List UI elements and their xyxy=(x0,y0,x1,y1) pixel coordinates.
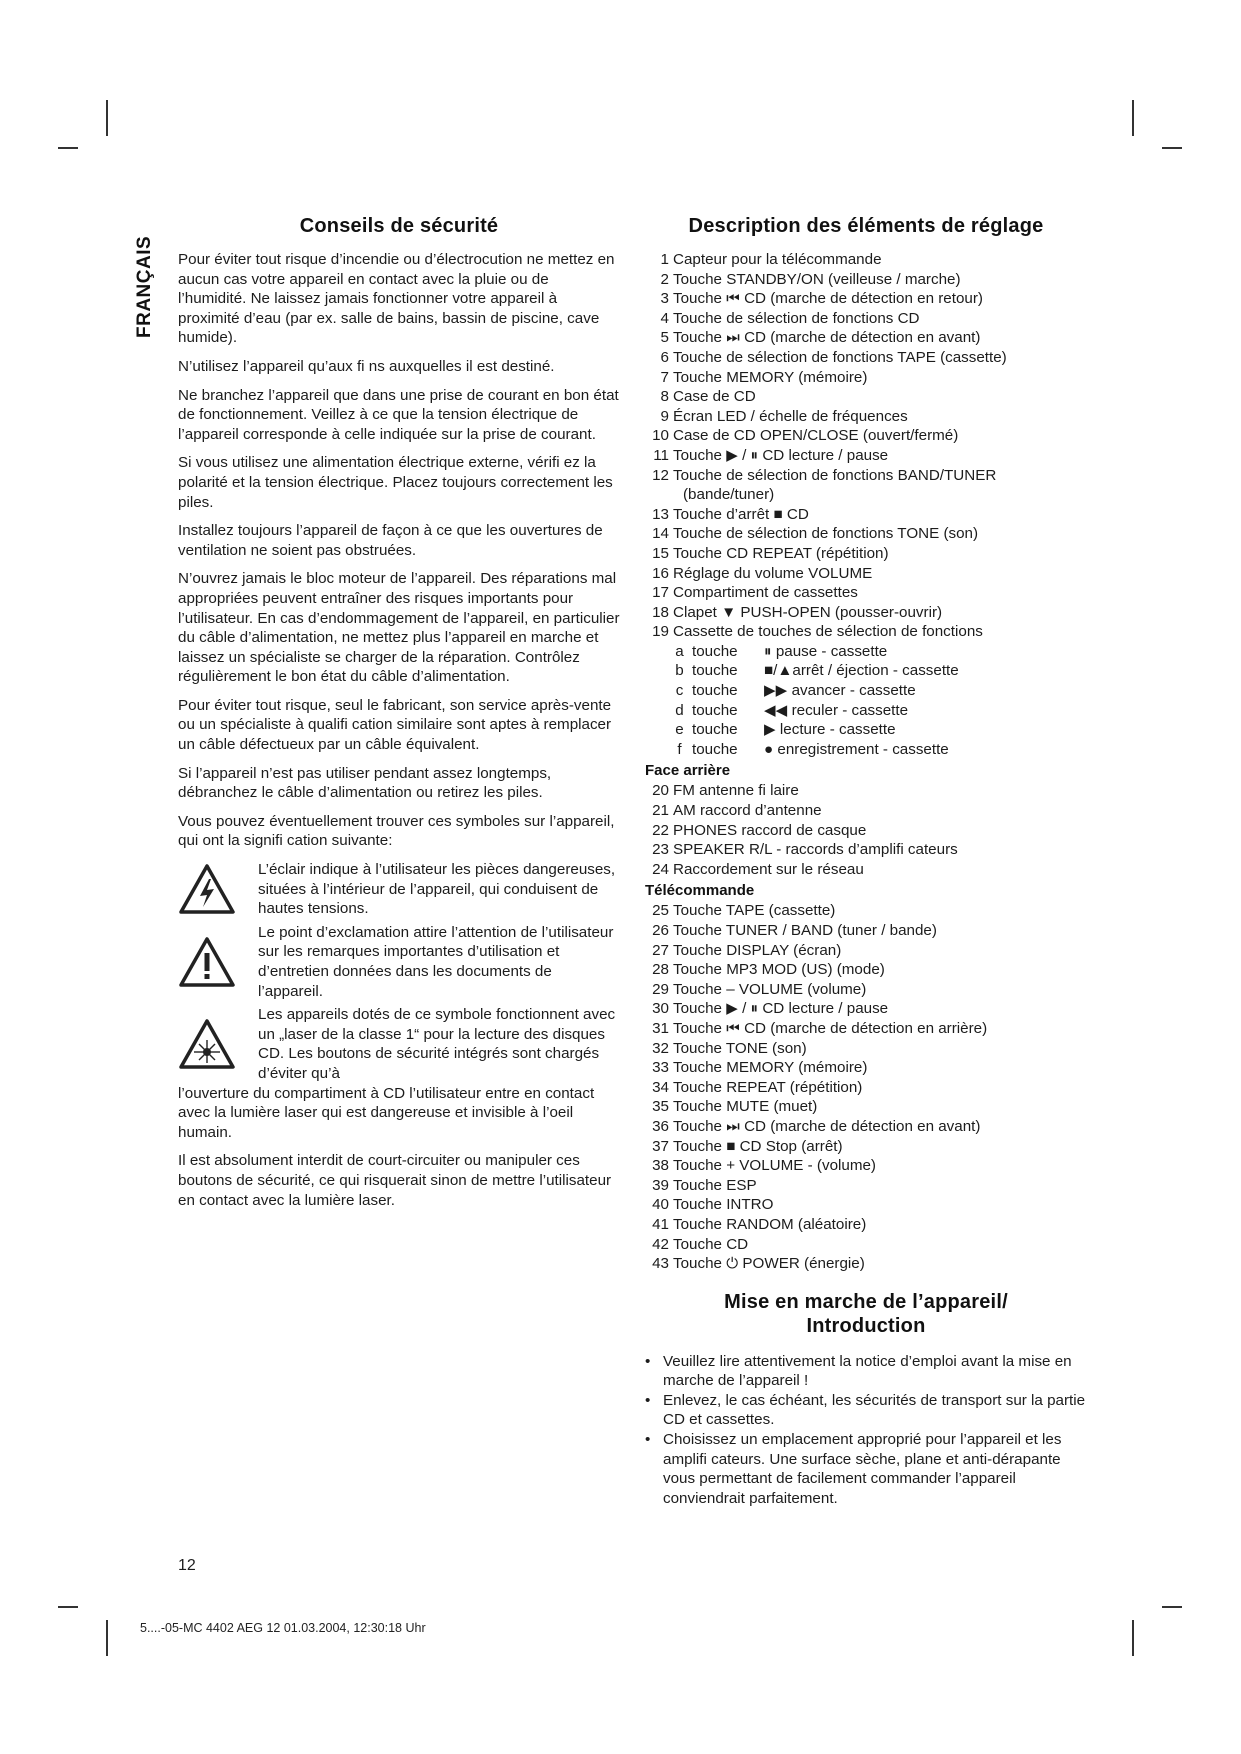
item-number: 29 xyxy=(652,980,669,998)
list-item xyxy=(645,1176,1087,1196)
subitem-description: ▶ lecture - cassette xyxy=(764,721,896,739)
safety-paragraph: Pour éviter tout risque d’incendie ou d’électrocution ne mettez en aucun cas votre appareil en contact avec la pluie ou de l’humidité. Ne laissez jamais fonctionner votre appareil à proximité d’eau (par ex. salle de bains, bassin de piscine, cave humide). xyxy=(178,251,615,347)
symbol-lightning-text: L’éclair indique à l’utilisateur les pièces dangereuses, situées à l’intérieur de l’appareil, qui conduisent de hautes tensions. xyxy=(258,861,616,918)
safety-paragraph: Pour éviter tout risque, seul le fabricant, son service après-vente ou un spécialiste à qualifi cation similaire sont aptes à remplacer un câble défectueux par un câble équivalent. xyxy=(178,696,612,754)
symbol-row-exclamation xyxy=(178,923,620,1001)
intro-list xyxy=(645,1352,1087,1509)
safety-paragraph: Si l’appareil n’est pas utiliser pendant assez longtemps, débranchez le câble d’alimentation ou retirez les piles. xyxy=(178,764,552,802)
item-number: 7 xyxy=(660,368,669,386)
item-text: Case de CD xyxy=(673,388,756,406)
safety-paragraph: Vous pouvez éventuellement trouver ces symboles sur l’appareil, qui ont la signifi cation suivante: xyxy=(178,812,615,850)
item-text: Clapet ▼ PUSH-OPEN (pousser-ouvrir) xyxy=(673,603,943,621)
list-item xyxy=(645,1078,1087,1098)
subitem-description: ■/▲arrêt / éjection - cassette xyxy=(764,662,959,680)
item-text: Touche MP3 MOD (US) (mode) xyxy=(673,961,885,979)
item-number: 15 xyxy=(652,544,669,562)
list-item xyxy=(645,1019,1087,1039)
item-text: Touche STANDBY/ON (veilleuse / marche) xyxy=(673,270,961,288)
bullet-mark: • xyxy=(645,1431,651,1449)
list-item xyxy=(645,387,1087,407)
item-text: Touche + VOLUME - (volume) xyxy=(673,1157,876,1175)
list-item xyxy=(645,1195,1087,1215)
item-number: 18 xyxy=(652,603,669,621)
item-text: Touche ESP xyxy=(673,1176,757,1194)
item-text: Touche ▶ / ⏸ CD lecture / pause xyxy=(673,1000,889,1018)
item-number: 28 xyxy=(652,961,669,979)
item-number: 1 xyxy=(660,251,669,268)
item-text: Touche d’arrêt ■ CD xyxy=(673,505,809,523)
item-text: Touche MEMORY (mémoire) xyxy=(673,368,868,386)
subitem-description: ◀◀ reculer - cassette xyxy=(764,701,909,719)
item-number: 30 xyxy=(652,1000,669,1018)
item-text: Compartiment de cassettes xyxy=(673,584,858,602)
subitem-word: touche xyxy=(692,682,738,700)
intro-bullet xyxy=(645,1391,1087,1430)
item-text: Touche RANDOM (aléatoire) xyxy=(673,1215,867,1233)
cassette-subitem xyxy=(645,642,1087,662)
item-number: 26 xyxy=(652,922,669,939)
item-text: Touche TONE (son) xyxy=(673,1039,807,1057)
lightning-warning-icon xyxy=(178,860,258,919)
item-number: 9 xyxy=(660,407,669,425)
language-tab: FRANÇAIS xyxy=(134,235,155,338)
item-number: 27 xyxy=(652,941,669,959)
item-number: 3 xyxy=(660,290,669,308)
list-item xyxy=(645,1058,1087,1078)
crop-mark xyxy=(106,1620,108,1656)
item-number: 39 xyxy=(652,1176,669,1194)
laser-warning-icon xyxy=(178,1005,258,1083)
rear-title: Face arrière xyxy=(645,762,731,780)
item-text: Case de CD OPEN/CLOSE (ouvert/fermé) xyxy=(673,427,959,445)
subitem-word: touche xyxy=(692,701,738,719)
list-item xyxy=(645,1215,1087,1235)
list-item xyxy=(645,860,1087,880)
item-number: 32 xyxy=(652,1039,669,1057)
page-number: 12 xyxy=(178,1557,196,1574)
list-item xyxy=(645,603,1087,623)
item-number: 10 xyxy=(652,427,669,445)
subitem-word: touche xyxy=(692,740,738,758)
list-item xyxy=(645,309,1087,329)
item-text: Touche ⏭ CD (marche de détection en avant) xyxy=(673,329,981,347)
subitem-description: ▶▶ avancer - cassette xyxy=(764,682,916,700)
cassette-subitem xyxy=(645,740,1087,760)
subitem-word: touche xyxy=(692,642,738,660)
item-text: Touche de sélection de fonctions BAND/TUNER xyxy=(673,466,997,484)
subitem-description: ● enregistrement - cassette xyxy=(764,740,949,758)
item-number: 17 xyxy=(652,584,669,602)
item-number: 37 xyxy=(652,1137,669,1155)
list-item xyxy=(645,1235,1087,1255)
crop-mark xyxy=(1132,100,1134,136)
item-text: PHONES raccord de casque xyxy=(673,821,867,839)
list-item xyxy=(645,801,1087,821)
list-item xyxy=(645,583,1087,603)
list-item xyxy=(645,446,1087,466)
exclamation-warning-icon xyxy=(178,923,258,1001)
list-item xyxy=(645,250,1087,270)
item-number: 20 xyxy=(652,782,669,800)
crop-mark xyxy=(58,147,78,149)
item-number: 21 xyxy=(652,802,669,820)
subitem-letter: b xyxy=(675,662,684,680)
item-text: Cassette de touches de sélection de fonctions xyxy=(673,623,983,641)
list-item xyxy=(645,821,1087,841)
list-item xyxy=(645,524,1087,544)
list-item xyxy=(645,348,1087,368)
subitem-letter: e xyxy=(675,721,684,739)
item-number: 43 xyxy=(652,1255,669,1273)
item-text: Capteur pour la télécommande xyxy=(673,251,882,268)
intro-title xyxy=(645,1290,1087,1338)
list-item xyxy=(645,1039,1087,1059)
bullet-text: Choisissez un emplacement approprié pour l’appareil et les amplifi cateurs. Une surface sèche, plane et anti-dérapante vous permettant de facilement commander l’appareil conviendrait parfaitement. xyxy=(663,1431,1062,1507)
item-number: 23 xyxy=(652,841,669,859)
item-text: Touche ⏮ CD (marche de détection en arrière) xyxy=(673,1019,988,1037)
item-number: 42 xyxy=(652,1235,669,1253)
item-text: Touche TUNER / BAND (tuner / bande) xyxy=(673,922,937,939)
list-item xyxy=(645,1254,1087,1274)
item-number: 14 xyxy=(652,525,669,543)
item-text: Touche INTRO xyxy=(673,1196,774,1214)
item-text: Touche MUTE (muet) xyxy=(673,1098,818,1116)
item-text: Touche ⏻ POWER (énergie) xyxy=(673,1255,865,1273)
safety-section xyxy=(178,214,620,1219)
item-text: Touche ▶ / ⏸ CD lecture / pause xyxy=(673,446,889,464)
item-number: 5 xyxy=(660,329,669,347)
intro-bullet xyxy=(645,1352,1087,1391)
cassette-subitem xyxy=(645,701,1087,721)
subitem-letter: f xyxy=(677,740,682,758)
list-item xyxy=(645,328,1087,348)
list-item xyxy=(645,505,1087,525)
symbol-laser-text-cont: l’ouverture du compartiment à CD l’utilisateur entre en contact avec la lumière laser qui est dangereuse et invisible à l’oeil humain. xyxy=(178,1084,595,1141)
item-number: 25 xyxy=(652,902,669,920)
item-text: Touche de sélection de fonctions TAPE (cassette) xyxy=(673,348,1007,366)
item-number: 2 xyxy=(660,270,669,288)
item-text: Touche MEMORY (mémoire) xyxy=(673,1059,868,1077)
item-text: Réglage du volume VOLUME xyxy=(673,564,873,582)
item-text-cont: (bande/tuner) xyxy=(683,486,775,504)
safety-paragraph: Ne branchez l’appareil que dans une prise de courant en bon état de fonctionnement. Veillez à ce que la tension électrique de l’appareil corresponde à celle indiquée sur la prise de courant. xyxy=(178,386,619,443)
list-item xyxy=(645,1097,1087,1117)
safety-final-paragraph: Il est absolument interdit de court-circuiter ou manipuler ces boutons de sécurité, ce qui risquerait sinon de mettre l’utilisateur en contact avec la lumière laser. xyxy=(178,1152,612,1209)
list-item xyxy=(645,999,1087,1019)
safety-paragraph: N’utilisez l’appareil qu’aux fi ns auxquelles il est destiné. xyxy=(178,357,555,375)
item-number: 38 xyxy=(652,1157,669,1175)
cassette-subitem xyxy=(645,661,1087,681)
list-item xyxy=(645,781,1087,801)
item-text: AM raccord d’antenne xyxy=(673,802,822,820)
item-number: 36 xyxy=(652,1117,669,1135)
list-item xyxy=(645,407,1087,427)
list-item xyxy=(645,921,1087,941)
item-number: 22 xyxy=(652,821,669,839)
item-text: Touche de sélection de fonctions TONE (son) xyxy=(673,525,979,543)
crop-mark xyxy=(1162,1606,1182,1608)
list-item xyxy=(645,840,1087,860)
controls-list xyxy=(645,250,1087,642)
item-text: Touche ■ CD Stop (arrêt) xyxy=(673,1137,843,1155)
list-item xyxy=(645,960,1087,980)
crop-mark xyxy=(1132,1620,1134,1656)
item-text: Touche ⏮ CD (marche de détection en retour) xyxy=(673,290,983,308)
item-number: 13 xyxy=(652,505,669,523)
safety-paragraph: N’ouvrez jamais le bloc moteur de l’appareil. Des réparations mal appropriées peuvent entraîner des risques importants pour l’utilisateur. En cas d’endommagement de l’appareil, en particulier du câble d’alimentation, ne mettez plus l’appareil en marche et laissez un spécialiste se charger de la réparation. Contrôlez régulièrement le bon état du câble d’alimentation. xyxy=(178,570,620,686)
item-text: SPEAKER R/L - raccords d’amplifi cateurs xyxy=(673,841,958,859)
subitem-word: touche xyxy=(692,721,738,739)
intro-bullet xyxy=(645,1430,1087,1508)
item-text: Touche REPEAT (répétition) xyxy=(673,1078,863,1096)
safety-paragraph: Si vous utilisez une alimentation électrique externe, vérifi ez la polarité et la tension électrique. Placez toujours correctement les piles. xyxy=(178,454,613,511)
print-footer: 5....-05-MC 4402 AEG 12 01.03.2004, 12:30:18 Uhr xyxy=(140,1621,426,1635)
subitem-word: touche xyxy=(692,662,738,680)
item-number: 34 xyxy=(652,1078,669,1096)
item-text: Touche CD REPEAT (répétition) xyxy=(673,544,889,562)
item-number: 12 xyxy=(652,466,669,484)
cassette-subitem xyxy=(645,681,1087,701)
list-item xyxy=(645,1137,1087,1157)
remote-list xyxy=(645,901,1087,1273)
item-number: 31 xyxy=(652,1019,669,1037)
list-item xyxy=(645,1117,1087,1137)
item-text: Touche – VOLUME (volume) xyxy=(673,980,867,998)
item-text: Touche TAPE (cassette) xyxy=(673,902,836,920)
remote-title: Télécommande xyxy=(645,882,755,900)
controls-title: Description des éléments de réglage xyxy=(688,215,1044,237)
list-item xyxy=(645,941,1087,961)
list-item xyxy=(645,544,1087,564)
item-text: Écran LED / échelle de fréquences xyxy=(673,407,908,425)
subitem-description: ⏸ pause - cassette xyxy=(764,642,888,660)
cassette-subitems xyxy=(645,642,1087,760)
symbol-row-laser xyxy=(178,1005,620,1083)
item-number: 11 xyxy=(653,446,669,464)
list-item xyxy=(645,901,1087,921)
subitem-letter: a xyxy=(675,642,684,660)
list-item xyxy=(645,980,1087,1000)
symbol-laser-text: Les appareils dotés de ce symbole fonctionnent avec un „laser de la classe 1“ pour la lecture des disques CD. Les boutons de sécurité intégrés sont chargés d’éviter qu’à xyxy=(258,1006,616,1082)
safety-title: Conseils de sécurité xyxy=(299,215,499,237)
list-item xyxy=(645,1156,1087,1176)
item-text: Touche ⏭ CD (marche de détection en avant) xyxy=(673,1117,981,1135)
item-number: 41 xyxy=(652,1215,669,1233)
safety-paragraph: Installez toujours l’appareil de façon à ce que les ouvertures de ventilation ne soient pas obstruées. xyxy=(178,522,603,559)
item-text: Raccordement sur le réseau xyxy=(673,860,864,878)
crop-mark xyxy=(106,100,108,136)
item-number: 16 xyxy=(652,564,669,582)
item-text: Touche de sélection de fonctions CD xyxy=(673,309,920,327)
item-number: 35 xyxy=(652,1098,669,1116)
cassette-subitem xyxy=(645,720,1087,740)
intro-title-line2: Introduction xyxy=(806,1314,926,1337)
item-number: 33 xyxy=(652,1059,669,1077)
intro-title-line1: Mise en marche de l’appareil/ xyxy=(724,1290,1008,1313)
list-item xyxy=(645,622,1087,642)
item-number: 24 xyxy=(652,860,669,878)
list-item xyxy=(645,289,1087,309)
symbol-exclamation-text: Le point d’exclamation attire l’attention de l’utilisateur sur les remarques importantes d’utilisation et d’entretien données dans les documents de l’appareil. xyxy=(258,923,614,1000)
item-number: 4 xyxy=(660,309,669,327)
controls-section xyxy=(645,214,1087,1508)
bullet-text: Veuillez lire attentivement la notice d’emploi avant la mise en marche de l’appareil ! xyxy=(663,1352,1072,1390)
subitem-letter: c xyxy=(675,682,684,700)
rear-list xyxy=(645,781,1087,879)
list-item xyxy=(645,270,1087,290)
item-number: 19 xyxy=(652,623,669,641)
list-item xyxy=(645,466,1087,505)
bullet-text: Enlevez, le cas échéant, les sécurités de transport sur la partie CD et cassettes. xyxy=(663,1391,1086,1429)
bullet-mark: • xyxy=(645,1391,651,1409)
subitem-letter: d xyxy=(675,701,684,719)
symbol-row-lightning xyxy=(178,860,620,919)
item-text: FM antenne fi laire xyxy=(673,782,799,800)
list-item xyxy=(645,426,1087,446)
list-item xyxy=(645,564,1087,584)
crop-mark xyxy=(58,1606,78,1608)
item-text: Touche CD xyxy=(673,1235,749,1253)
item-number: 40 xyxy=(652,1196,669,1214)
list-item xyxy=(645,368,1087,388)
item-text: Touche DISPLAY (écran) xyxy=(673,941,842,959)
item-number: 6 xyxy=(660,348,669,366)
crop-mark xyxy=(1162,147,1182,149)
item-number: 8 xyxy=(660,388,669,406)
bullet-mark: • xyxy=(645,1352,651,1370)
